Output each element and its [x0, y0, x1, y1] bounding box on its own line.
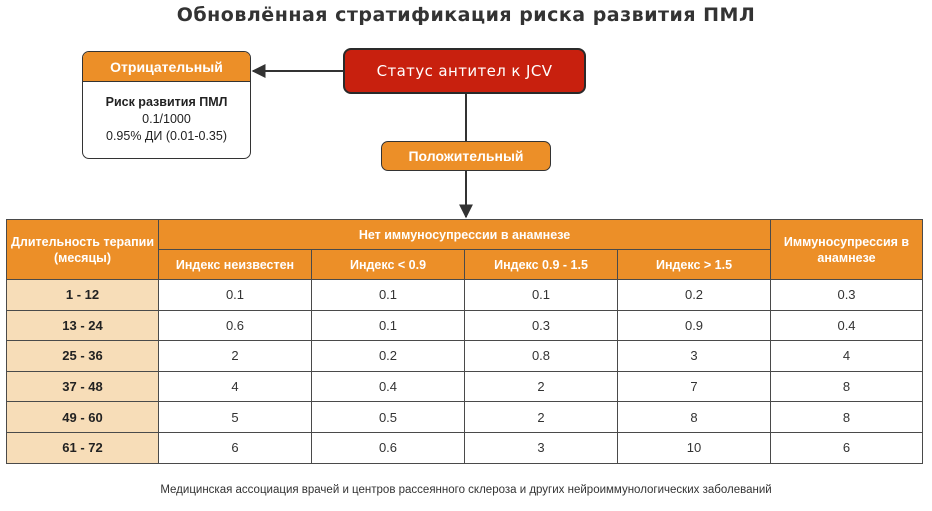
table-cell: 10	[618, 432, 771, 463]
table-cell: 8	[771, 402, 923, 433]
table-cell: 0.1	[312, 310, 465, 341]
negative-risk-value: 0.1/1000	[142, 112, 191, 126]
duration-cell: 61 - 72	[7, 432, 159, 463]
duration-cell: 49 - 60	[7, 402, 159, 433]
table-cell: 0.6	[312, 432, 465, 463]
table-cell: 8	[618, 402, 771, 433]
table-row	[7, 402, 923, 433]
table-cell: 3	[618, 341, 771, 372]
table-cell: 2	[465, 371, 618, 402]
table-cell: 0.2	[312, 341, 465, 372]
duration-cell: 25 - 36	[7, 341, 159, 372]
negative-box	[82, 51, 251, 159]
table-cell: 0.2	[618, 280, 771, 311]
table-cell: 4	[159, 371, 312, 402]
table-cell: 4	[771, 341, 923, 372]
no-immuno-header: Нет иммуносупрессии в анамнезе	[159, 220, 771, 250]
table-row	[7, 432, 923, 463]
table-cell: 0.1	[159, 280, 312, 311]
table-cell: 0.5	[312, 402, 465, 433]
duration-cell: 37 - 48	[7, 371, 159, 402]
duration-cell: 1 - 12	[7, 280, 159, 311]
table-cell: 0.3	[465, 310, 618, 341]
risk-table	[6, 219, 923, 464]
positive-box: Положительный	[381, 141, 551, 171]
table-row	[7, 341, 923, 372]
subheader-index-gt-1-5: Индекс > 1.5	[618, 250, 771, 280]
table-row	[7, 371, 923, 402]
table-row	[7, 280, 923, 311]
subheader-index-unknown: Индекс неизвестен	[159, 250, 312, 280]
page-title: Обновлённая стратификация риска развития ПМЛ	[176, 4, 756, 26]
table-cell: 2	[465, 402, 618, 433]
table-cell: 0.4	[771, 310, 923, 341]
table-row	[7, 310, 923, 341]
table-cell: 0.1	[465, 280, 618, 311]
negative-risk-title: Риск развития ПМЛ	[105, 95, 228, 109]
table-header-row	[7, 220, 923, 250]
jcv-status-box: Статус антител к JCV	[343, 48, 586, 94]
table-cell: 5	[159, 402, 312, 433]
footer-note: Медицинская ассоциация врачей и центров рассеянного склероза и других нейроиммунологических заболеваний	[160, 484, 772, 496]
table-cell: 7	[618, 371, 771, 402]
table-cell: 2	[159, 341, 312, 372]
subheader-index-0-9-1-5: Индекс 0.9 - 1.5	[465, 250, 618, 280]
duration-header: Длительность терапии (месяцы)	[7, 220, 159, 280]
table-cell: 0.8	[465, 341, 618, 372]
table-cell: 0.6	[159, 310, 312, 341]
table-cell: 6	[771, 432, 923, 463]
negative-ci: 0.95% ДИ (0.01-0.35)	[106, 129, 227, 143]
table-cell: 0.4	[312, 371, 465, 402]
immuno-header: Иммуносупрессия в анамнезе	[771, 220, 923, 280]
table-cell: 8	[771, 371, 923, 402]
subheader-index-lt-0-9: Индекс < 0.9	[312, 250, 465, 280]
table-cell: 3	[465, 432, 618, 463]
negative-label: Отрицательный	[83, 52, 250, 82]
table-cell: 0.1	[312, 280, 465, 311]
table-cell: 0.3	[771, 280, 923, 311]
negative-body	[83, 82, 250, 145]
table-cell: 0.9	[618, 310, 771, 341]
duration-cell: 13 - 24	[7, 310, 159, 341]
table-cell: 6	[159, 432, 312, 463]
